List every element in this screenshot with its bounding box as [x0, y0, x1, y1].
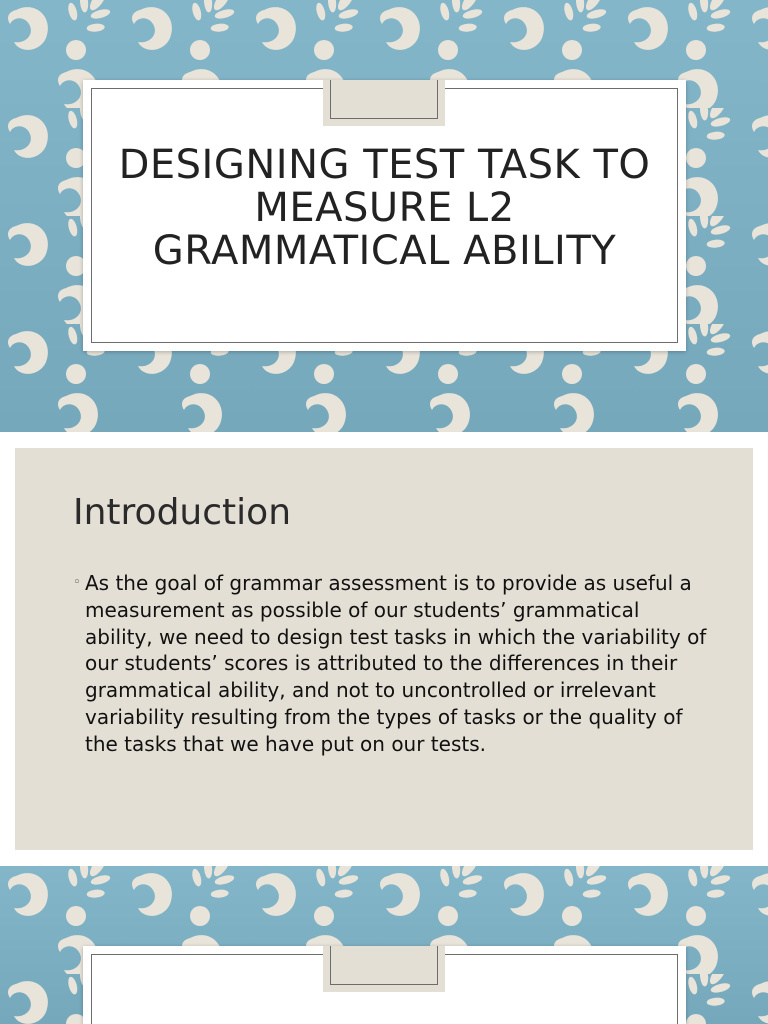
title-card-tab: [323, 80, 445, 126]
title-card-tab: [323, 946, 445, 992]
next-title-slide: [0, 866, 768, 1024]
bullet-list: [73, 570, 713, 758]
hollow-circle-bullet-icon: ◦: [73, 575, 81, 590]
title-card: [83, 946, 686, 1024]
title-card: [83, 80, 686, 351]
content-slide: [15, 448, 753, 850]
list-item: [73, 570, 713, 758]
slide-heading: Introduction: [73, 492, 292, 533]
title-slide: [0, 0, 768, 432]
title-card-tab-border: [330, 946, 438, 985]
bullet-text: As the goal of grammar assessment is to provide as useful a measurement as possible of our students’ grammatical ability, we need to design test tasks in which the variability of our students’ scores is attributed to the differences in their grammatical ability, and not to uncontrolled or irrelevant variability resulting from the types of tasks or the quality of the tasks that we have put on our tests.: [85, 571, 707, 756]
title-card-tab-border: [330, 80, 438, 119]
slide-title: DESIGNING TEST TASK TO MEASURE L2 GRAMMATICAL ABILITY: [118, 142, 651, 274]
